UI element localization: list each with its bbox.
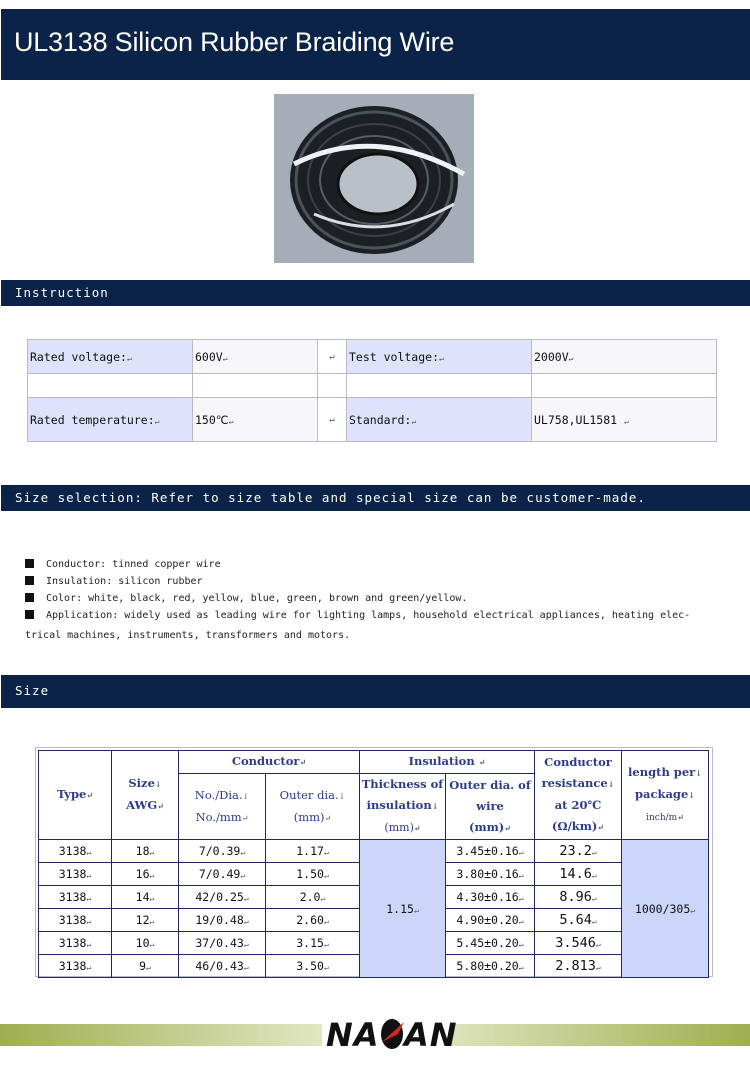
- cell-awg: 16↵: [112, 863, 179, 886]
- size-table: [38, 750, 709, 978]
- list-item: Insulation: silicon rubber: [25, 573, 715, 590]
- rated-temperature-value: 150℃↵: [193, 398, 318, 442]
- cell-type: 3138↵: [39, 863, 112, 886]
- cell-resistance: 23.2↵: [535, 840, 622, 863]
- cell-thickness: 1.15↵: [360, 840, 446, 978]
- col-header-outer-wire: Outer dia. of wire (mm)↵: [446, 774, 535, 840]
- cell-type: 3138↵: [39, 886, 112, 909]
- col-header-no-dia: No./Dia.↓ No./mm↵: [179, 774, 266, 840]
- list-item-continuation: trical machines, instruments, transformers and motors.: [25, 630, 351, 641]
- spacer-cell: ↵: [318, 398, 347, 442]
- test-voltage-value: 2000V↵: [532, 340, 717, 374]
- col-header-size: Size↓ AWG↵: [112, 751, 179, 840]
- svg-text:AN: AN: [404, 1016, 458, 1054]
- cell-no-dia: 7/0.39↵: [179, 840, 266, 863]
- size-selection-heading: Size selection: Refer to size table and special size can be customer-made.: [15, 490, 646, 505]
- cell-resistance: 5.64↵: [535, 909, 622, 932]
- bullet-square-icon: [25, 559, 34, 568]
- specs-table: [27, 339, 717, 442]
- col-header-thickness: Thickness of insulation↓ (mm)↵: [360, 774, 446, 840]
- list-item: Conductor: tinned copper wire: [25, 556, 715, 573]
- cell-no-dia: 42/0.25↵: [179, 886, 266, 909]
- size-selection-bar: [1, 485, 750, 511]
- standard-value: UL758,UL1581 ↵: [532, 398, 717, 442]
- standard-label: Standard:↵: [347, 398, 532, 442]
- cell-no-dia: 19/0.48↵: [179, 909, 266, 932]
- feature-list: [25, 556, 715, 644]
- cell-outer-wire: 4.90±0.20↵: [446, 909, 535, 932]
- cell-resistance: 8.96↵: [535, 886, 622, 909]
- bullet-square-icon: [25, 576, 34, 585]
- empty-cell: [347, 374, 532, 398]
- col-header-resistance: Conductor resistance↓ at 20℃ (Ω/km)↵: [535, 751, 622, 840]
- spacer-cell: ↵: [318, 340, 347, 374]
- col-header-outer-dia: Outer dia.↓ (mm)↵: [266, 774, 360, 840]
- page-title: UL3138 Silicon Rubber Braiding Wire: [14, 27, 455, 57]
- empty-cell: [532, 374, 717, 398]
- size-bar: [1, 675, 750, 708]
- cell-outer-dia: 1.17↵: [266, 840, 360, 863]
- cell-awg: 14↵: [112, 886, 179, 909]
- table-row: [39, 840, 709, 863]
- empty-cell: [318, 374, 347, 398]
- rated-temperature-label: Rated temperature:↵: [28, 398, 193, 442]
- cell-outer-wire: 5.80±0.20↵: [446, 955, 535, 978]
- cell-resistance: 3.546↵: [535, 932, 622, 955]
- cell-outer-dia: 3.15↵: [266, 932, 360, 955]
- size-table-body: [39, 840, 709, 978]
- instruction-heading: Instruction: [15, 285, 109, 300]
- bullet-square-icon: [25, 610, 34, 619]
- list-item: Application: widely used as leading wire for lighting lamps, household electrical appliances, heating elec-: [25, 607, 715, 624]
- size-heading: Size: [15, 683, 50, 698]
- cell-no-dia: 46/0.43↵: [179, 955, 266, 978]
- rated-voltage-label: Rated voltage:↵: [28, 340, 193, 374]
- product-photo: [274, 94, 474, 263]
- cell-resistance: 14.6↵: [535, 863, 622, 886]
- empty-cell: [193, 374, 318, 398]
- cell-type: 3138↵: [39, 909, 112, 932]
- col-header-conductor: Conductor↵: [179, 751, 360, 774]
- cell-outer-dia: 2.60↵: [266, 909, 360, 932]
- size-table-frame: [35, 747, 713, 977]
- rated-voltage-value: 600V↵: [193, 340, 318, 374]
- list-item: Color: white, black, red, yellow, blue, green, brown and green/yellow.: [25, 590, 715, 607]
- cell-length: 1000/305↵: [622, 840, 709, 978]
- cell-awg: 9↵: [112, 955, 179, 978]
- cell-outer-dia: 2.0↵: [266, 886, 360, 909]
- brand-logo: [322, 1012, 458, 1056]
- cell-outer-wire: 4.30±0.16↵: [446, 886, 535, 909]
- test-voltage-label: Test voltage:↵: [347, 340, 532, 374]
- col-header-length: length per↓ package↓ inch/m↵: [622, 751, 709, 840]
- title-bar: [1, 9, 750, 80]
- col-header-type: Type↵: [39, 751, 112, 840]
- empty-cell: [28, 374, 193, 398]
- cell-outer-wire: 5.45±0.20↵: [446, 932, 535, 955]
- cell-outer-dia: 3.50↵: [266, 955, 360, 978]
- cell-type: 3138↵: [39, 840, 112, 863]
- cell-outer-wire: 3.80±0.16↵: [446, 863, 535, 886]
- cell-no-dia: 7/0.49↵: [179, 863, 266, 886]
- cell-awg: 18↵: [112, 840, 179, 863]
- cell-awg: 12↵: [112, 909, 179, 932]
- instruction-bar: [1, 280, 750, 306]
- cell-resistance: 2.813↵: [535, 955, 622, 978]
- cell-awg: 10↵: [112, 932, 179, 955]
- bullet-square-icon: [25, 593, 34, 602]
- col-header-insulation: Insulation ↵: [360, 751, 535, 774]
- cell-type: 3138↵: [39, 932, 112, 955]
- cell-outer-dia: 1.50↵: [266, 863, 360, 886]
- svg-text:NA: NA: [326, 1016, 380, 1054]
- cell-no-dia: 37/0.43↵: [179, 932, 266, 955]
- cell-type: 3138↵: [39, 955, 112, 978]
- cell-outer-wire: 3.45±0.16↵: [446, 840, 535, 863]
